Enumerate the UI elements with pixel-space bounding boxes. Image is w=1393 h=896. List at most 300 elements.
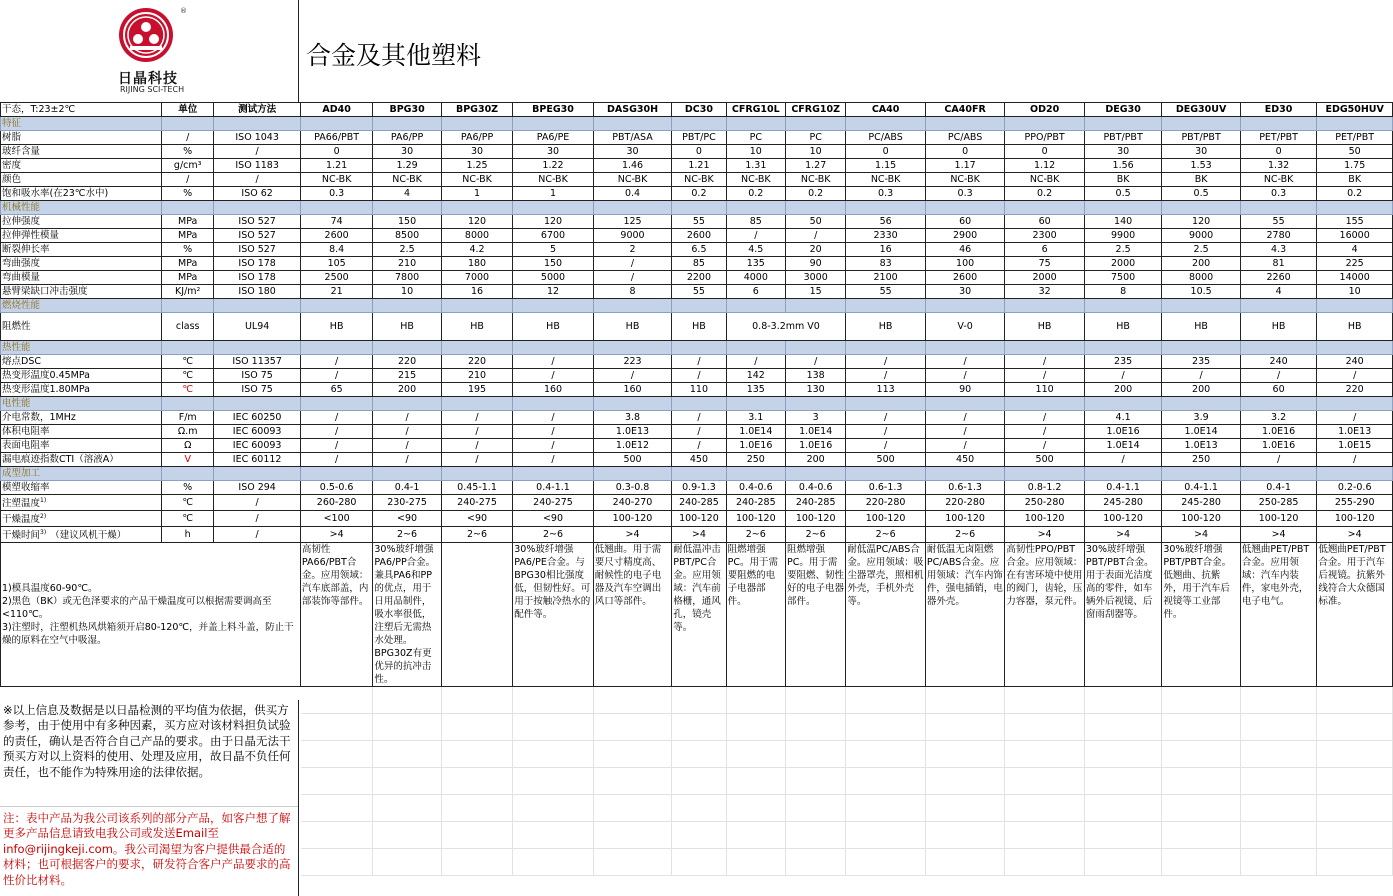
blank-cell [846, 714, 926, 741]
product-header: BPEG30 [513, 103, 594, 117]
value-cell: / [1240, 453, 1316, 467]
value-cell: / [441, 411, 512, 425]
notes-cell [1, 543, 301, 687]
row-method: IEC 60093 [214, 439, 301, 453]
section-fill [593, 467, 672, 481]
value-cell: / [513, 439, 594, 453]
value-cell: NC-BK [785, 173, 845, 187]
section-title: 成型加工 [1, 467, 162, 481]
product-header: OD20 [1005, 103, 1085, 117]
section-fill [1317, 341, 1393, 355]
value-cell: 6700 [513, 229, 594, 243]
value-cell: 0.3-0.8 [593, 481, 672, 495]
value-cell: HB [846, 313, 926, 341]
product-header: CFRG10L [726, 103, 785, 117]
row-unit: % [162, 145, 214, 159]
row-method: / [214, 145, 301, 159]
value-cell: 60 [925, 215, 1005, 229]
value-cell: 30 [1162, 145, 1241, 159]
product-description: 低翘曲。用于需要尺寸精度高、耐候性的电子电器及汽车空调出风口等部件。 [593, 543, 672, 687]
value-cell: / [593, 369, 672, 383]
value-cell: 1.32 [1240, 159, 1316, 173]
blank-cell [300, 795, 372, 822]
section-fill [513, 467, 594, 481]
value-cell: 3.9 [1162, 411, 1241, 425]
value-cell: / [300, 355, 372, 369]
blank-cell [846, 741, 926, 768]
section-fill [785, 467, 845, 481]
value-cell: / [300, 439, 372, 453]
section-fill [925, 341, 1005, 355]
section-fill [1005, 117, 1085, 131]
section-fill [593, 341, 672, 355]
value-cell: 250-280 [1005, 495, 1085, 511]
blank-cell [593, 795, 672, 822]
value-cell: 60 [1005, 215, 1085, 229]
value-cell: / [441, 453, 512, 467]
row-unit: class [162, 313, 214, 341]
row-method: ISO 180 [214, 285, 301, 299]
value-cell: 245-280 [1162, 495, 1241, 511]
blank-cell [513, 849, 594, 876]
value-cell: 2780 [1240, 229, 1316, 243]
row-method: IEC 60093 [214, 425, 301, 439]
row-label [1, 453, 162, 467]
value-cell: 0.6-1.3 [846, 481, 926, 495]
value-cell: 16 [441, 285, 512, 299]
company-logo [108, 5, 188, 69]
blank-cell [785, 741, 845, 768]
row-label [1, 425, 162, 439]
value-cell: 0.2 [1005, 187, 1085, 201]
table-row [1, 271, 1393, 285]
section-fill [925, 299, 1005, 313]
section-fill [513, 341, 594, 355]
section-fill [593, 299, 672, 313]
section-fill [214, 341, 301, 355]
value-cell: 250 [1162, 453, 1241, 467]
blank-cell [513, 822, 594, 849]
row-label [1, 495, 162, 511]
value-cell: 1.0E16 [1240, 425, 1316, 439]
value-cell: 90 [925, 383, 1005, 397]
section-fill [785, 397, 845, 411]
value-cell: PC [785, 131, 845, 145]
section-fill [1162, 341, 1241, 355]
value-cell: >4 [300, 527, 372, 543]
blank-cell [1005, 822, 1085, 849]
row-method: ISO 1043 [214, 131, 301, 145]
row-method: ISO 75 [214, 383, 301, 397]
value-cell: 110 [1005, 383, 1085, 397]
value-cell: PPO/PBT [1005, 131, 1085, 145]
product-description: 阻燃增强PC。用于需要阻燃、韧性好的电子电器部件。 [785, 543, 845, 687]
section-title: 燃烧性能 [1, 299, 162, 313]
value-cell: / [300, 453, 372, 467]
value-cell: 0.4-1.1 [1162, 481, 1241, 495]
section-title: 机械性能 [1, 201, 162, 215]
value-cell: PC/ABS [925, 131, 1005, 145]
value-cell: / [672, 411, 726, 425]
blank-cell [373, 714, 441, 741]
product-header: CA40 [846, 103, 926, 117]
row-label-text: 密度 [2, 159, 22, 171]
row-unit: ℃ [162, 495, 214, 511]
blank-cell [513, 687, 594, 714]
blank-cell [925, 822, 1005, 849]
row-method: ISO 527 [214, 215, 301, 229]
value-cell: 100-120 [1162, 511, 1241, 527]
value-cell: 2100 [846, 271, 926, 285]
section-fill [1005, 299, 1085, 313]
blank-cell [593, 741, 672, 768]
row-label [1, 257, 162, 271]
value-cell: HB [1317, 313, 1393, 341]
value-cell: 235 [1162, 355, 1241, 369]
table-row [1, 201, 1393, 215]
blank-cell [1162, 768, 1241, 795]
value-cell: 150 [513, 257, 594, 271]
value-cell: 4.2 [441, 243, 512, 257]
product-description: 耐低温PC/ABS合金。应用领域：吸尘器罩壳，照相机外壳，手机外壳等。 [846, 543, 926, 687]
value-cell: 3000 [785, 271, 845, 285]
row-method: IEC 60250 [214, 411, 301, 425]
row-label [1, 355, 162, 369]
value-cell: 55 [672, 285, 726, 299]
value-cell: / [441, 439, 512, 453]
product-header: DASG30H [593, 103, 672, 117]
value-cell: 1.0E13 [1317, 425, 1393, 439]
note-line: 2)黑色（BK）或无色泽要求的产品干燥温度可以根据需要调高至<110℃。 [2, 596, 272, 621]
blank-cell [1240, 741, 1316, 768]
product-description: 高韧性PPO/PBT合金。应用领域：在有害环境中使用的阀门，齿轮，压力容器，泵元件。 [1005, 543, 1085, 687]
value-cell: 4 [1317, 243, 1393, 257]
section-fill [846, 397, 926, 411]
value-cell: 240-285 [672, 495, 726, 511]
value-cell: 100-120 [1005, 511, 1085, 527]
product-description: 高韧性PA66/PBT合金。应用领域：汽车底部盖，内部装饰等部件。 [300, 543, 372, 687]
value-cell: 32 [1005, 285, 1085, 299]
row-label [1, 439, 162, 453]
blank-cell [785, 795, 845, 822]
section-fill [1317, 299, 1393, 313]
blank-cell [1005, 741, 1085, 768]
value-cell: 4.3 [1240, 243, 1316, 257]
section-fill [214, 299, 301, 313]
value-cell: 1.21 [672, 159, 726, 173]
value-cell: 7000 [441, 271, 512, 285]
blank-cell [300, 822, 372, 849]
value-cell: PA66/PBT [300, 131, 372, 145]
value-cell: / [1317, 411, 1393, 425]
blank-cell [300, 849, 372, 876]
value-cell: 0.8-3.2mm V0 [726, 313, 846, 341]
value-cell: 210 [441, 369, 512, 383]
blank-cell [513, 741, 594, 768]
value-cell: PC/ABS [846, 131, 926, 145]
product-header: BPG30Z [441, 103, 512, 117]
value-cell: 2~6 [726, 527, 785, 543]
value-cell: 65 [300, 383, 372, 397]
table-row [1, 243, 1393, 257]
value-cell: / [593, 257, 672, 271]
value-cell: PA6/PP [441, 131, 512, 145]
value-cell: 120 [1162, 215, 1241, 229]
value-cell: 0 [300, 145, 372, 159]
section-fill [1162, 467, 1241, 481]
value-cell: 30 [1084, 145, 1162, 159]
row-label [1, 369, 162, 383]
value-cell: 240 [1240, 355, 1316, 369]
section-fill [214, 117, 301, 131]
blank-cell [785, 768, 845, 795]
value-cell: NC-BK [846, 173, 926, 187]
blank-cell [441, 741, 512, 768]
product-description: 低翘曲PET/PBT合金。用于汽车后视镜。抗紫外线符合大众德国标准。 [1317, 543, 1393, 687]
value-cell: 6.5 [672, 243, 726, 257]
product-header: ED30 [1240, 103, 1316, 117]
section-fill [300, 397, 372, 411]
section-fill [1084, 467, 1162, 481]
value-cell: / [300, 425, 372, 439]
section-fill [1240, 467, 1316, 481]
product-description: 30%玻纤增强PA6/PE合金。与BPG30相比强度低，但韧性好。可用于按触冷热水的配件等。 [513, 543, 594, 687]
table-row [1, 187, 1393, 201]
value-cell: HB [1240, 313, 1316, 341]
row-label [1, 313, 162, 341]
value-cell: 210 [373, 257, 441, 271]
section-fill [846, 201, 926, 215]
blank-cell [1005, 687, 1085, 714]
blank-cell [1084, 849, 1162, 876]
blank-cell [1317, 768, 1393, 795]
table-row [1, 397, 1393, 411]
blank-cell [672, 768, 726, 795]
section-fill [1240, 117, 1316, 131]
table-row [1, 453, 1393, 467]
blank-cell [1162, 849, 1241, 876]
value-cell: / [1084, 369, 1162, 383]
blank-cell [1084, 741, 1162, 768]
brand-name-en: RIJING SCI-TECH [120, 85, 185, 94]
row-method: / [214, 511, 301, 527]
value-cell: 0.5-0.6 [300, 481, 372, 495]
value-cell: 2.5 [1084, 243, 1162, 257]
row-unit: / [162, 173, 214, 187]
value-cell: 2~6 [373, 527, 441, 543]
section-fill [785, 299, 845, 313]
blank-cell [1240, 687, 1316, 714]
value-cell: <90 [373, 511, 441, 527]
row-unit: ℃ [162, 355, 214, 369]
section-fill [300, 201, 372, 215]
row-label [1, 411, 162, 425]
section-fill [1317, 467, 1393, 481]
value-cell: 100-120 [785, 511, 845, 527]
blank-cell [593, 687, 672, 714]
value-cell: 55 [846, 285, 926, 299]
product-description: 耐低温冲击PBT/PC合金。应用领域：汽车前格栅，通风孔，镜壳等。 [672, 543, 726, 687]
value-cell: 240-285 [785, 495, 845, 511]
value-cell: 0.4-1 [1240, 481, 1316, 495]
value-cell: 1.0E12 [593, 439, 672, 453]
value-cell: 260-280 [300, 495, 372, 511]
row-label-text: 颜色 [2, 173, 22, 185]
section-title: 特征 [1, 117, 162, 131]
section-fill [441, 341, 512, 355]
value-cell: NC-BK [1240, 173, 1316, 187]
value-cell: 8 [593, 285, 672, 299]
row-label-text: 拉伸弹性模量 [2, 229, 60, 241]
section-fill [672, 341, 726, 355]
value-cell: 100-120 [1084, 511, 1162, 527]
value-cell: / [513, 453, 594, 467]
value-cell: NC-BK [513, 173, 594, 187]
value-cell: NC-BK [593, 173, 672, 187]
value-cell: 120 [513, 215, 594, 229]
footnote-mark: 3) [40, 529, 47, 537]
row-label-text: 漏电痕迹指数CTI（溶液A） [2, 453, 119, 465]
value-cell: 0.2 [672, 187, 726, 201]
section-fill [1005, 201, 1085, 215]
value-cell: / [846, 411, 926, 425]
value-cell: NC-BK [441, 173, 512, 187]
value-cell: 225 [1317, 257, 1393, 271]
section-fill [214, 467, 301, 481]
value-cell: 2000 [1005, 271, 1085, 285]
blank-cell [441, 849, 512, 876]
row-label-text: 弯曲强度 [2, 257, 41, 269]
value-cell: 113 [846, 383, 926, 397]
blank-cell [726, 822, 785, 849]
value-cell: / [373, 439, 441, 453]
value-cell: 1.46 [593, 159, 672, 173]
blank-cell [1005, 795, 1085, 822]
value-cell: 0.2 [1317, 187, 1393, 201]
value-cell: 2600 [300, 229, 372, 243]
blank-cell [726, 795, 785, 822]
value-cell: 1.15 [846, 159, 926, 173]
blank-cell [441, 822, 512, 849]
section-fill [300, 341, 372, 355]
svg-text:®: ® [180, 7, 187, 15]
value-cell: <90 [513, 511, 594, 527]
table-row [1, 355, 1393, 369]
value-cell: HB [1084, 313, 1162, 341]
value-cell: 100-120 [1240, 511, 1316, 527]
value-cell: / [1005, 369, 1085, 383]
value-cell: <100 [300, 511, 372, 527]
value-cell: / [846, 425, 926, 439]
value-cell: 100-120 [1317, 511, 1393, 527]
value-cell: 150 [373, 215, 441, 229]
row-unit: % [162, 243, 214, 257]
blank-cell [1162, 741, 1241, 768]
value-cell: 200 [785, 453, 845, 467]
value-cell: V-0 [925, 313, 1005, 341]
value-cell: NC-BK [925, 173, 1005, 187]
value-cell: 1.75 [1317, 159, 1393, 173]
section-fill [1005, 397, 1085, 411]
value-cell: 55 [1240, 215, 1316, 229]
table-row [1, 425, 1393, 439]
value-cell: 6 [726, 285, 785, 299]
value-cell: 16 [846, 243, 926, 257]
value-cell: 10 [373, 285, 441, 299]
table-row [1, 369, 1393, 383]
value-cell: 135 [726, 257, 785, 271]
blank-cell [1084, 822, 1162, 849]
value-cell: / [925, 369, 1005, 383]
table-row [1, 411, 1393, 425]
table-row [1, 145, 1393, 159]
product-header: CFRG10Z [785, 103, 845, 117]
row-label-text: 阻燃性 [2, 320, 31, 332]
value-cell: BK [1084, 173, 1162, 187]
value-cell: / [1317, 369, 1393, 383]
value-cell: 230-275 [373, 495, 441, 511]
row-label-text: 模塑收缩率 [2, 481, 50, 493]
value-cell: / [1162, 369, 1241, 383]
section-title: 热性能 [1, 341, 162, 355]
blank-cell [1005, 714, 1085, 741]
value-cell: NC-BK [300, 173, 372, 187]
value-cell: 100-120 [593, 511, 672, 527]
row-unit: % [162, 187, 214, 201]
value-cell: 240 [1317, 355, 1393, 369]
value-cell: / [672, 369, 726, 383]
value-cell: 450 [925, 453, 1005, 467]
value-cell: 220-280 [846, 495, 926, 511]
header-method: 测试方法 [214, 103, 301, 117]
value-cell: 105 [300, 257, 372, 271]
section-fill [1005, 341, 1085, 355]
row-method: ISO 294 [214, 481, 301, 495]
value-cell: 245-280 [1084, 495, 1162, 511]
blank-cell [1240, 822, 1316, 849]
row-unit: F/m [162, 411, 214, 425]
value-cell: 50 [785, 215, 845, 229]
value-cell: 9000 [593, 229, 672, 243]
value-cell: 1.21 [300, 159, 372, 173]
blank-cell [513, 714, 594, 741]
blank-cell [925, 687, 1005, 714]
value-cell: / [785, 355, 845, 369]
value-cell: 1.0E16 [1084, 425, 1162, 439]
row-unit: V [162, 453, 214, 467]
blank-cell [373, 768, 441, 795]
row-method: ISO 527 [214, 243, 301, 257]
row-method: / [214, 495, 301, 511]
blank-cell [846, 849, 926, 876]
product-description: 阻燃增强PC。用于需要阻燃的电子电器部件。 [726, 543, 785, 687]
value-cell: 14000 [1317, 271, 1393, 285]
blank-cell [1084, 795, 1162, 822]
value-cell: HB [513, 313, 594, 341]
value-cell: 0.9-1.3 [672, 481, 726, 495]
blank-cell [373, 849, 441, 876]
value-cell: / [925, 411, 1005, 425]
value-cell: 1.12 [1005, 159, 1085, 173]
table-row [1, 543, 1393, 687]
blank-cell [441, 687, 512, 714]
value-cell: 240-270 [593, 495, 672, 511]
value-cell: 140 [1084, 215, 1162, 229]
row-label [1, 511, 162, 527]
divider [298, 700, 299, 896]
value-cell: 220 [1317, 383, 1393, 397]
row-label-text: 玻纤含量 [2, 145, 41, 157]
